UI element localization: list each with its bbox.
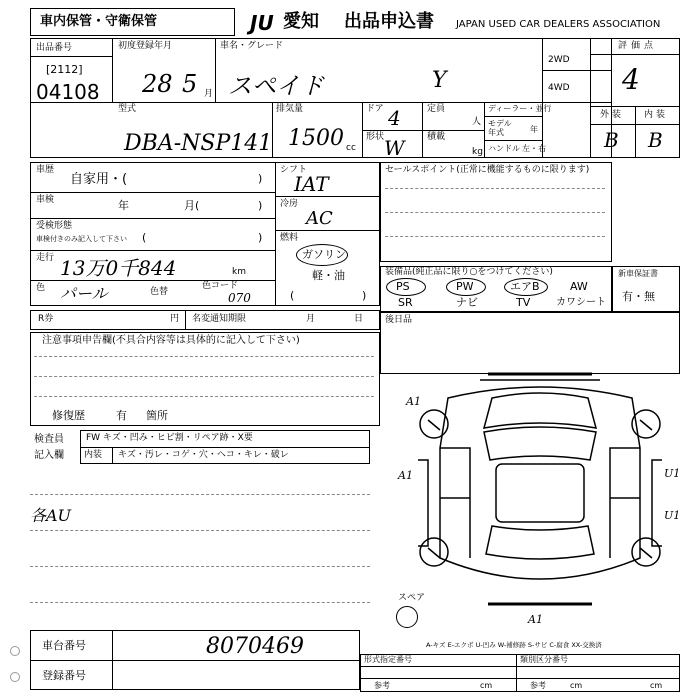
sales-point-label: セールスポイント(正常に機能するものに限ります) <box>385 165 590 175</box>
first-reg-month: 5 <box>182 70 198 98</box>
color-code-value: 070 <box>228 291 251 305</box>
mileage-unit: km <box>232 267 246 277</box>
mark-u1-rear-right: U1 <box>664 509 681 522</box>
drive-2wd: 2WD <box>548 55 570 65</box>
shape-label: 形状 <box>366 132 385 142</box>
mileage-value: 13万0千844 <box>60 256 177 280</box>
warranty-options: 有・無 <box>622 290 655 303</box>
inspection-close: ) <box>258 199 263 212</box>
damage-legend: A-キズ E-エクボ U-凹み W-補修跡 S-サビ C-腐食 XX-交換済 <box>426 641 602 649</box>
equip-pw: PW <box>456 280 474 293</box>
lot-code: [2112] <box>46 63 83 76</box>
displacement-value: 1500 <box>288 126 344 151</box>
storage-label: 車内保管・守衛保管 <box>40 14 158 29</box>
fuel-label: 燃料 <box>280 233 299 243</box>
chassis-label: 車台番号 <box>42 639 86 652</box>
accept-label: 受検形態 <box>36 221 73 231</box>
org-name: 愛知 <box>283 11 319 32</box>
inspector-label1: 検査員 <box>34 434 64 445</box>
cm-unit-2: cm <box>570 681 583 690</box>
r-label: R券 <box>38 314 54 324</box>
exterior-value: B <box>604 128 619 152</box>
color-change-label: 色替 <box>150 287 169 297</box>
equip-aw: AW <box>570 280 588 293</box>
interior-label: 内装 <box>644 110 669 120</box>
fuel-open: ( <box>290 289 295 302</box>
equip-sr: SR <box>398 296 413 309</box>
history-label: 車歴 <box>36 165 55 175</box>
accept-close: ) <box>258 231 263 244</box>
shift-value: IAT <box>294 172 329 196</box>
accept-open: ( <box>142 231 147 244</box>
name-change-label: 名変通知期限 <box>192 314 247 324</box>
kg-unit: kg <box>472 147 483 157</box>
cm-unit-1: cm <box>480 681 493 690</box>
fuel-close: ) <box>362 289 367 302</box>
displacement-label: 排気量 <box>276 104 304 114</box>
cm-unit-3: cm <box>650 681 663 690</box>
rc-month: 月 <box>306 314 316 324</box>
repair-place: 箇所 <box>146 409 168 422</box>
equip-navi: ナビ <box>456 296 478 309</box>
fuel-diesel: 軽・油 <box>312 269 345 282</box>
color-label: 色 <box>36 283 46 293</box>
inspection-month: 月( <box>184 199 200 212</box>
fuel-petrol: ガソリン <box>302 248 346 261</box>
model-year-label2: 年式 <box>488 128 504 137</box>
score-value: 4 <box>622 63 640 96</box>
association-name: JAPAN USED CAR DEALERS ASSOCIATION <box>456 19 661 30</box>
logo: JU <box>250 11 274 35</box>
model-year-label: モデル <box>488 119 512 128</box>
car-diagram <box>400 368 690 618</box>
inspector-label2: 記入欄 <box>34 450 64 461</box>
model-label: 型式 <box>118 104 137 114</box>
score-label: 評価点 <box>618 41 658 51</box>
lot-no-label: 出品番号 <box>36 43 73 53</box>
aircon-value: AC <box>306 208 333 229</box>
mark-a1-rear: A1 <box>528 613 543 626</box>
capacity-label: 定員 <box>427 104 446 114</box>
warranty-label: 新車保証書 <box>618 269 658 278</box>
mark-a1-front: A1 <box>406 395 421 408</box>
history-value: 自家用・( <box>70 172 128 187</box>
equipment-label: 装備品(純正品に限り○をつけてください) <box>385 267 553 277</box>
load-label: 積載 <box>427 132 446 142</box>
mark-a1-left: A1 <box>398 469 413 482</box>
r-unit: 円 <box>170 314 180 324</box>
cc-unit: cc <box>346 143 356 153</box>
inspector-row2: キズ・汚レ・コゲ・穴・ヘコ・キレ・破レ <box>118 450 289 460</box>
spare-tire <box>396 606 418 628</box>
mark-u1-right: U1 <box>664 467 681 480</box>
repair-label: 修復歴 <box>52 409 85 422</box>
shift-label: シフト <box>280 165 308 175</box>
repair-yes: 有 <box>116 409 127 422</box>
inspection-label: 車検 <box>36 195 55 205</box>
exterior-label: 外装 <box>600 110 625 120</box>
doc-title: 出品申込書 <box>344 11 434 32</box>
corner-marker <box>10 646 20 656</box>
handle-label: ハンドル <box>488 144 520 153</box>
inspector-row2-label: 内装 <box>84 450 103 460</box>
year-unit: 年 <box>530 125 538 134</box>
later-label: 後日品 <box>385 315 413 325</box>
category-label: 類別区分番号 <box>520 655 568 664</box>
inspector-handwritten: 各AU <box>30 506 72 525</box>
interior-value: B <box>648 128 663 152</box>
first-reg-year: 28 <box>142 70 173 98</box>
ref-label-1: 参考 <box>374 681 390 690</box>
equip-tv: TV <box>516 296 531 309</box>
lot-number: 04108 <box>36 80 100 104</box>
corner-marker <box>10 672 20 682</box>
format-label: 形式指定番号 <box>364 655 412 664</box>
reg-label: 登録番号 <box>42 669 86 682</box>
person-unit: 人 <box>472 117 482 127</box>
aircon-label: 冷房 <box>280 199 299 209</box>
notes-label: 注意事項申告欄(不具合内容等は具体的に記入して下さい) <box>42 335 300 346</box>
color-code-label: 色コード <box>202 281 239 291</box>
spare-label: スペア <box>398 593 426 603</box>
later-box <box>380 312 680 374</box>
drive-4wd: 4WD <box>548 83 570 93</box>
equip-airbag: エアB <box>510 280 540 293</box>
dealer-label: ディーラー・並行 <box>488 104 552 113</box>
equip-ps: PS <box>396 280 410 293</box>
grade-value: Y <box>432 68 447 93</box>
inspector-row1: FW キズ・凹み・ヒビ割・リペア跡・X要 <box>86 433 253 443</box>
color-value: パール <box>60 284 108 303</box>
month-unit: 月 <box>204 89 214 99</box>
accept-note: 車検付きのみ記入して下さい <box>36 235 127 243</box>
car-name-value: スペイド <box>228 72 324 100</box>
mileage-label: 走行 <box>36 253 55 263</box>
handle-options: 左・右 <box>522 144 546 153</box>
first-reg-label: 初度登録年月 <box>118 41 173 51</box>
inspection-year: 年 <box>118 199 129 212</box>
shape-value: W <box>384 136 405 160</box>
chassis-value: 8070469 <box>206 634 304 659</box>
rc-day: 日 <box>354 314 364 324</box>
ref-label-2: 参考 <box>530 681 546 690</box>
history-close: ) <box>258 172 263 185</box>
equip-seat: カワシート <box>556 297 606 308</box>
doors-value: 4 <box>388 106 401 130</box>
model-value: DBA-NSP141 <box>124 131 273 156</box>
doors-label: ドア <box>366 104 384 114</box>
car-name-label: 車名・グレード <box>220 41 284 51</box>
